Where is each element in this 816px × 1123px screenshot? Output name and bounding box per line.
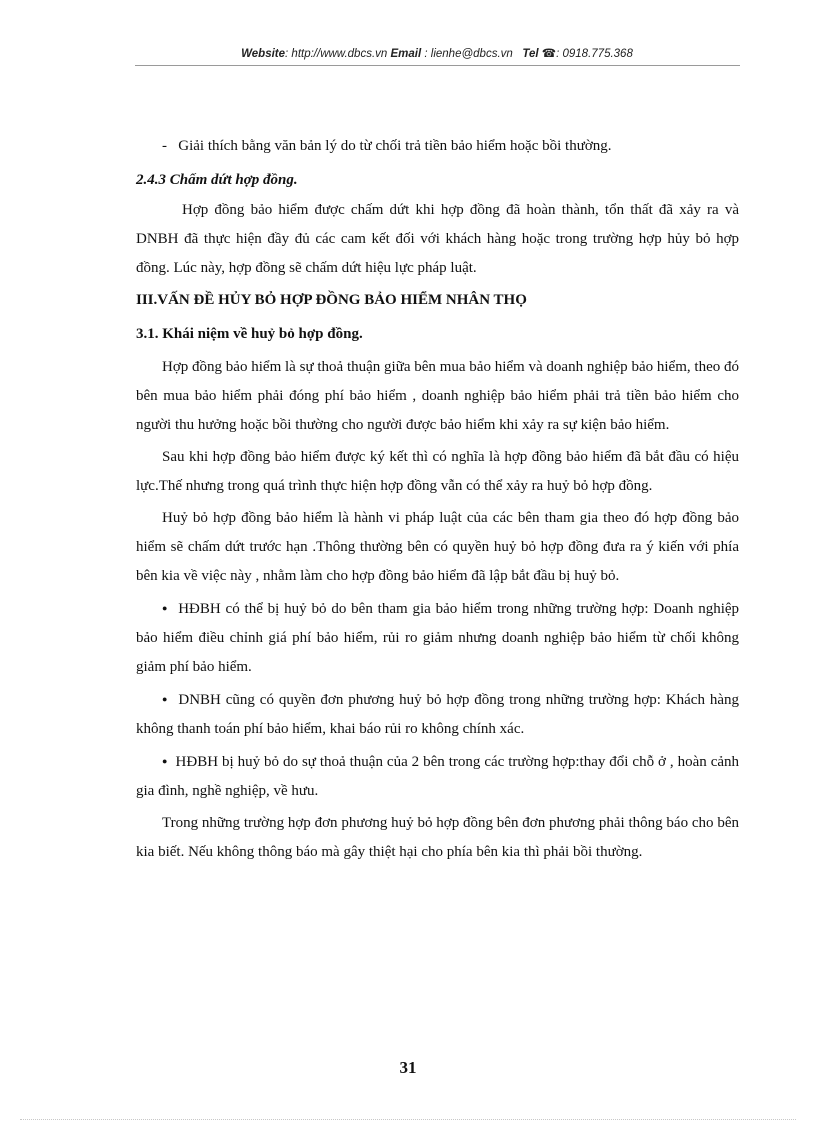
header-rule [135,65,740,66]
website-value: : http://www.dbcs.vn [285,48,388,60]
dash-item-text: Giải thích bằng văn bản lý do từ chối trả tiền bảo hiểm hoặc bồi thường. [178,138,612,154]
bullet-item-3 [136,747,739,806]
bullet-text-1: HĐBH có thể bị huỷ bỏ do bên tham gia bảo hiểm trong những trường hợp: Doanh nghiệp bảo hiểm điều chỉnh giá phí bảo hiểm, rủi ro giảm nhưng doanh nghiệp bảo hiểm từ chối không giảm phí bảo hiểm. [136,601,740,675]
bullet-icon: ● [162,694,169,704]
tel-value: : 0918.775.368 [556,48,633,60]
paragraph-4: Trong những trường hợp đơn phương huỷ bỏ hợp đồng bên đơn phương phải thông báo cho bên kia biết. Nếu không thông báo mà gây thiệt hại cho phía bên kia thì phải bồi thường. [136,815,739,860]
page-bottom-border [20,1119,796,1120]
paragraph-3: Huỷ bỏ hợp đồng bảo hiểm là hành vi pháp luật của các bên tham gia theo đó hợp đồng bảo hiểm sẽ chấm dứt trước hạn .Thông thường bên có quyền huỷ bỏ hợp đồng đưa ra ý kiến với phía bên kia về việc này , nhằm làm cho hợp đồng bảo hiểm đã lập bắt đầu bị huỷ bỏ. [136,510,739,584]
dash-marker: - [162,138,167,154]
bullet-item-1 [136,594,739,682]
paragraph-1: Hợp đồng bảo hiểm là sự thoả thuận giữa bên mua bảo hiểm và doanh nghiệp bảo hiểm, theo đó bên mua bảo hiểm phải đóng phí bảo hiểm , doanh nghiệp bảo hiểm phải trả tiền bảo hiểm cho người thu hưởng hoặc bồi thường cho người được bảo hiểm khi xảy ra sự kiện bảo hiểm. [136,359,739,433]
heading-3-1: 3.1. Khái niệm về huỷ bỏ hợp đồng. [136,326,363,342]
bullet-text-3: HĐBH bị huỷ bỏ do sự thoả thuận của 2 bên trong các trường hợp:thay đổi chỗ ở , hoàn cảnh gia đình, nghề nghiệp, về hưu. [136,754,740,799]
website-label: Website [241,48,286,60]
bullet-text-2: DNBH cũng có quyền đơn phương huỷ bỏ hợp đồng trong những trường hợp: Khách hàng không thanh toán phí bảo hiểm, khai báo rủi ro không chính xác. [136,692,740,737]
bullet-item-2 [136,685,739,744]
paragraph-2-4-3: Hợp đồng bảo hiểm được chấm dứt khi hợp đồng đã hoàn thành, tổn thất đã xảy ra và DNBH đã thực hiện đầy đủ các cam kết đối với khách hàng hoặc trong trường hợp hủy bỏ hợp đồng. Lúc này, hợp đồng sẽ chấm dứt hiệu lực pháp luật. [136,202,739,276]
email-label: Email [390,48,422,60]
page-number: 31 [399,1058,417,1077]
tel-label: Tel [522,48,539,60]
dash-list-item [136,132,739,161]
paragraph-2: Sau khi hợp đồng bảo hiểm được ký kết thì có nghĩa là hợp đồng bảo hiểm đã bắt đầu có hiệu lực.Thế nhưng trong quá trình thực hiện hợp đồng vẫn có thể xảy ra huỷ bỏ hợp đồng. [136,449,739,494]
section-3-heading: III.VẤN ĐỀ HỦY BỎ HỢP ĐỒNG BẢO HIỂM NHÂN THỌ [136,292,527,308]
document-body [136,132,739,867]
page-header [135,46,739,60]
bullet-icon: ● [162,603,169,613]
email-value: : lienhe@dbcs.vn [424,48,513,60]
heading-2-4-3: 2.4.3 Chấm dứt hợp đồng. [136,172,298,188]
phone-icon: ☎ [541,48,557,60]
bullet-icon: ● [162,756,168,766]
